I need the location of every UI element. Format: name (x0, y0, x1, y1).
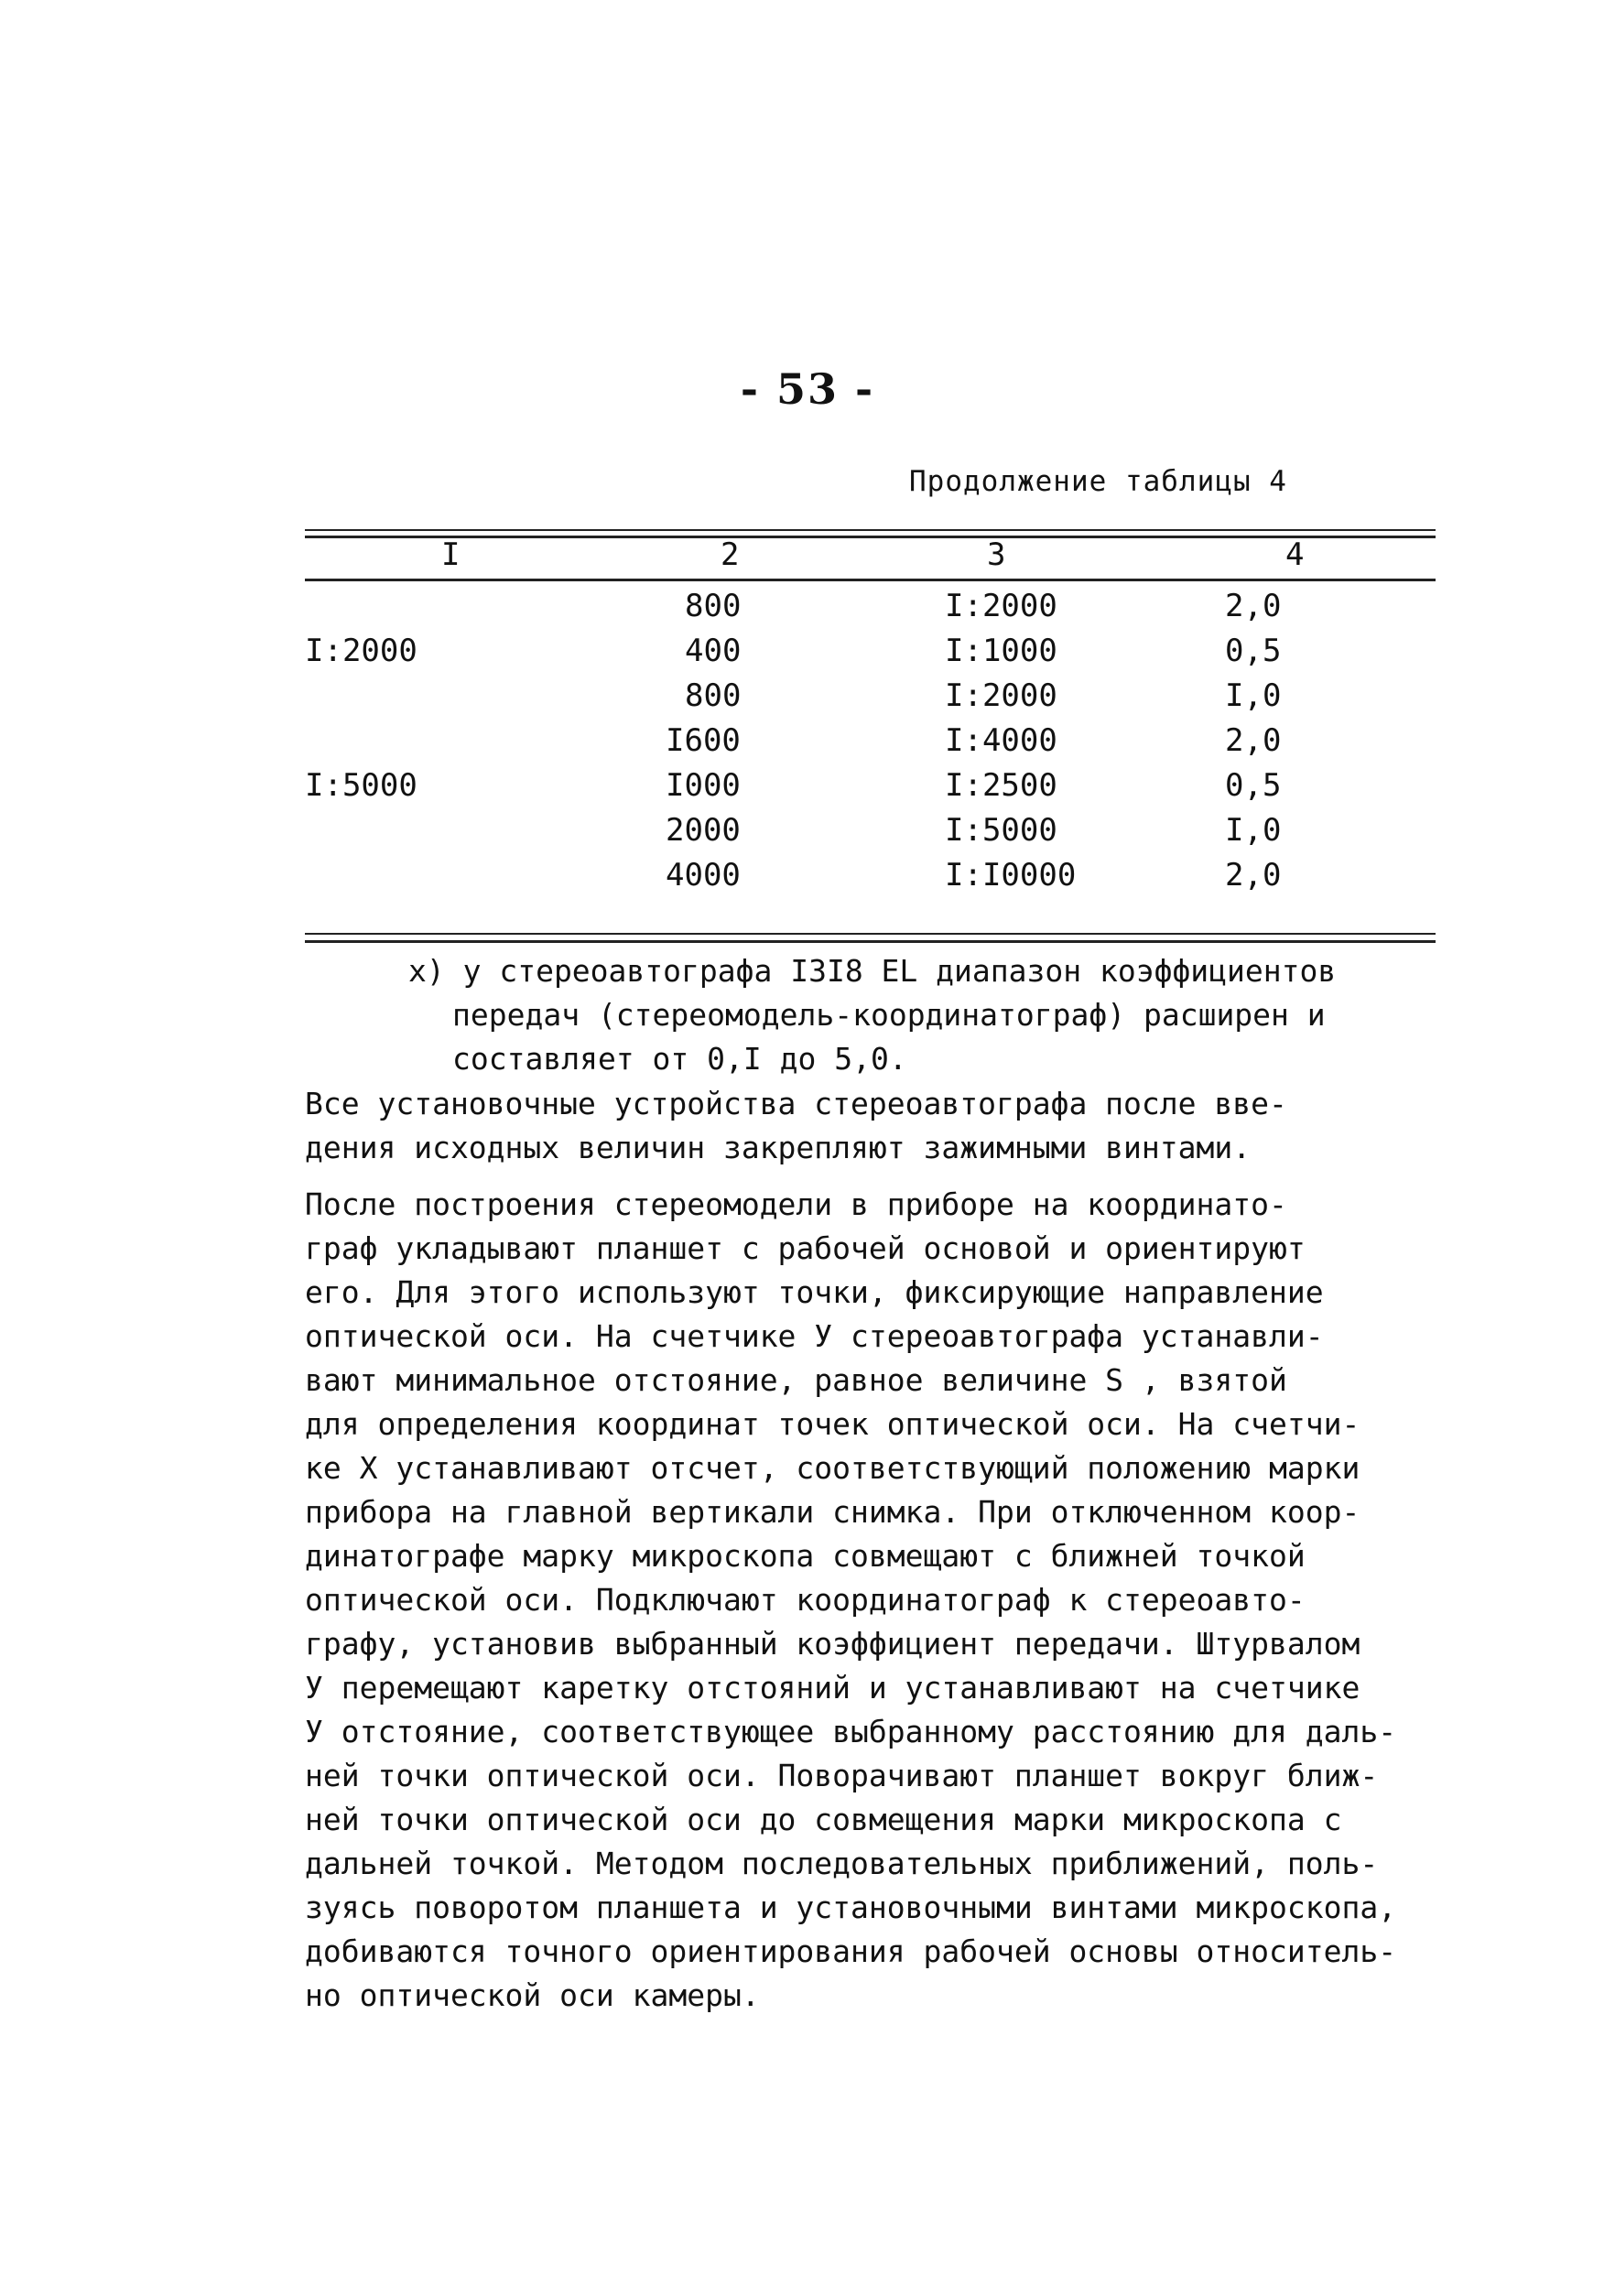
body-text (305, 1082, 1440, 2018)
table-cell-coef: 2,0 (1225, 588, 1282, 624)
table-cell-ratio: I:2500 (945, 767, 1057, 804)
table-header-col1: I (441, 536, 461, 573)
footnote-line: составляет от 0,I до 5,0. (452, 1041, 907, 1077)
text-line: У отстояние, соответствующее выбранному расстоянию для даль- (305, 1714, 1397, 1749)
table-cell-coef: I,0 (1225, 677, 1282, 714)
text-line: графу, установив выбранный коэффициент передачи. Штурвалом (305, 1626, 1360, 1662)
table-cell-coef: 2,0 (1225, 857, 1282, 893)
table-cell-value: 800 (685, 677, 742, 714)
table-footnote (408, 949, 1434, 1081)
table-cell-scale: I:5000 (305, 767, 417, 804)
text-line: Все установочные устройства стереоавтографа после вве- (305, 1086, 1287, 1121)
table-cell-value: 400 (685, 633, 742, 669)
text-line: зуясь поворотом планшета и установочными винтами микроскопа, (305, 1890, 1397, 1925)
table-header-col2: 2 (721, 536, 740, 573)
table-cell-ratio: I:2000 (945, 677, 1057, 714)
text-line: для определения координат точек оптической оси. На счетчи- (305, 1406, 1360, 1442)
table-cell-value: 800 (685, 588, 742, 624)
table-cell-scale: I:2000 (305, 633, 417, 669)
text-line: оптической оси. Подключают координатограф к стереоавто- (305, 1582, 1306, 1618)
table-cell-value: I600 (666, 722, 741, 759)
text-line: После построения стереомодели в приборе на координато- (305, 1186, 1287, 1222)
table-cell-coef: 0,5 (1225, 633, 1282, 669)
table-cell-ratio: I:I0000 (945, 857, 1077, 893)
table-header-col3: 3 (987, 536, 1006, 573)
page-number: - 53 - (740, 364, 875, 414)
table-cell-value: 4000 (666, 857, 741, 893)
text-line: У перемещают каретку отстояний и устанавливают на счетчике (305, 1670, 1360, 1706)
text-line: дения исходных величин закрепляют зажимными винтами. (305, 1130, 1252, 1165)
table-cell-ratio: I:1000 (945, 633, 1057, 669)
table-top-rule-double (305, 536, 1436, 538)
table-cell-value: 2000 (666, 812, 741, 849)
text-line: дальней точкой. Методом последовательных приближений, поль- (305, 1846, 1379, 1881)
text-line: ней точки оптической оси до совмещения марки микроскопа с (305, 1802, 1342, 1837)
text-line: оптической оси. На счетчике У стереоавтографа устанавли- (305, 1318, 1324, 1354)
footnote-line: x) у стереоавтографа I3I8 EL диапазон коэффициентов (408, 953, 1337, 989)
table-bottom-rule-double (305, 940, 1436, 943)
text-line: вают минимальное отстояние, равное величине S , взятой (305, 1362, 1287, 1398)
table-bottom-rule (305, 933, 1436, 935)
table-top-rule (305, 529, 1436, 531)
table-caption: Продолжение таблицы 4 (909, 465, 1287, 498)
table-cell-coef: I,0 (1225, 812, 1282, 849)
table-cell-coef: 0,5 (1225, 767, 1282, 804)
table-cell-value: I000 (666, 767, 741, 804)
text-line: добиваются точного ориентирования рабочей основы относитель- (305, 1933, 1397, 1969)
text-line: но оптической оси камеры. (305, 1977, 760, 2013)
text-line: прибора на главной вертикали снимка. При отключенном коор- (305, 1494, 1360, 1530)
table-header-rule (305, 579, 1436, 581)
table-cell-ratio: I:5000 (945, 812, 1057, 849)
text-line: его. Для этого используют точки, фиксирующие направление (305, 1274, 1324, 1310)
text-line: ке X устанавливают отсчет, соответствующий положению марки (305, 1450, 1360, 1486)
text-line: граф укладывают планшет с рабочей основой и ориентируют (305, 1230, 1306, 1266)
paragraph (305, 1082, 1440, 1170)
footnote-line: передач (стереомодель-координатограф) расширен и (452, 997, 1326, 1033)
paragraph (305, 1183, 1440, 2018)
table-cell-ratio: I:2000 (945, 588, 1057, 624)
table-cell-ratio: I:4000 (945, 722, 1057, 759)
table-cell-coef: 2,0 (1225, 722, 1282, 759)
table-header-col4: 4 (1285, 536, 1305, 573)
text-line: ней точки оптической оси. Поворачивают планшет вокруг ближ- (305, 1758, 1379, 1793)
text-line: динатографе марку микроскопа совмещают с ближней точкой (305, 1538, 1306, 1574)
